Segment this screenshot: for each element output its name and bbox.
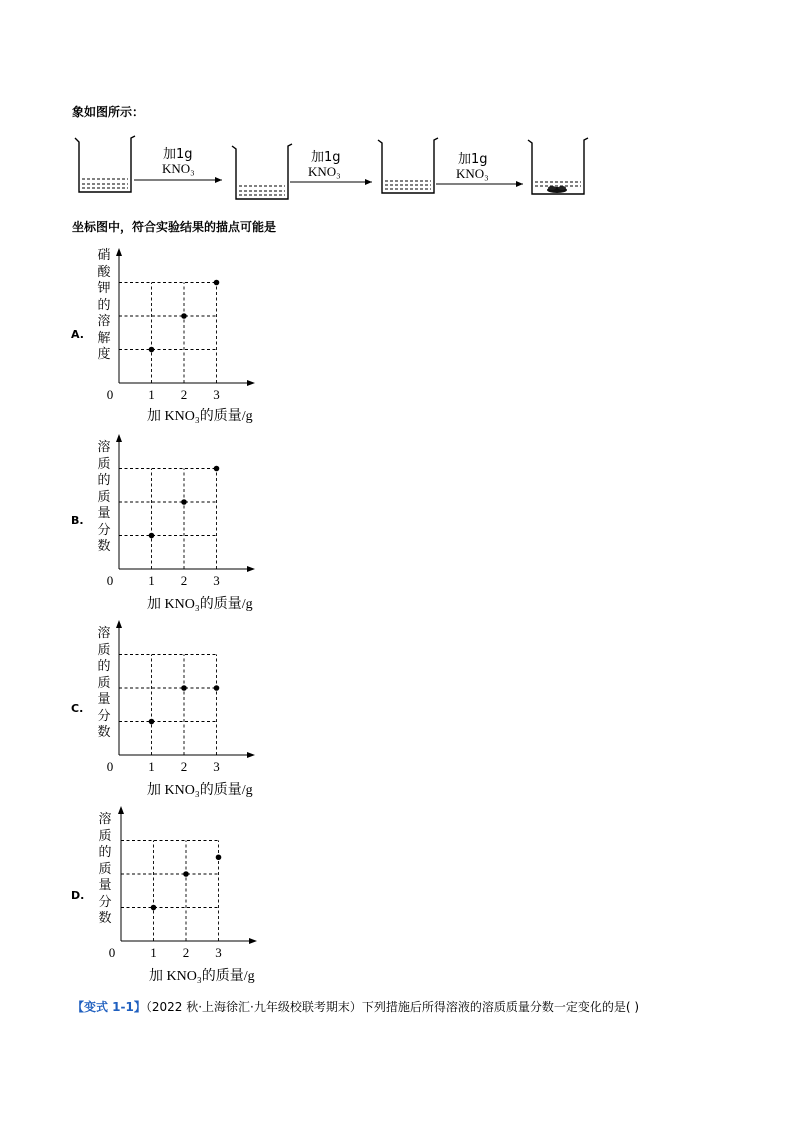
ylabel-char: 度	[97, 347, 111, 362]
ylabel-char: 质	[97, 489, 111, 505]
option-a-label: A.	[71, 328, 84, 341]
x-tick-label: 1	[148, 387, 155, 402]
ylabel-char: 分	[97, 708, 111, 724]
y-axis-arrow	[118, 806, 124, 814]
option-d-xlabel: 加 KNO₃的质量/g	[149, 969, 255, 984]
ylabel-char: 溶	[98, 812, 112, 827]
option-b-label: B.	[71, 514, 84, 527]
step-3-amount: 加1g	[458, 152, 488, 167]
option-d-ylabel	[97, 812, 113, 928]
x-tick-label: 3	[213, 573, 220, 588]
option-d-chart	[108, 804, 262, 964]
data-point	[216, 854, 222, 860]
ylabel-char: 数	[97, 539, 111, 554]
step-2-substance: KNO₃	[308, 164, 341, 179]
ylabel-char: 的	[97, 659, 111, 674]
ylabel-char: 溶	[97, 440, 111, 455]
data-point	[214, 466, 220, 472]
step-2-amount: 加1g	[311, 150, 341, 165]
ylabel-char: 分	[97, 522, 111, 538]
ylabel-char: 质	[97, 675, 111, 691]
step-1-substance: KNO₃	[162, 161, 195, 176]
option-d-label: D.	[71, 889, 85, 902]
x-tick-label: 2	[180, 573, 188, 588]
ylabel-char: 数	[97, 725, 111, 740]
beaker-3	[378, 138, 438, 193]
x-tick-label: 2	[180, 387, 188, 402]
data-point	[183, 871, 189, 877]
beaker-2	[232, 144, 292, 199]
ylabel-char: 的	[98, 845, 112, 860]
x-tick-label: 1	[148, 759, 155, 774]
x-tick-label: 0	[106, 573, 114, 588]
x-tick-label: 0	[106, 759, 114, 774]
footer-tag: 【变式 1-1】	[72, 1000, 146, 1014]
x-axis-arrow	[247, 752, 255, 758]
x-tick-label: 1	[150, 945, 157, 960]
step-3-substance: KNO₃	[456, 166, 489, 181]
step-1-amount: 加1g	[163, 147, 193, 162]
ylabel-char: 溶	[97, 626, 111, 641]
footer-text: （2022 秋·上海徐汇·九年级校联考期末）下列措施后所得溶液的溶质质量分数一定变化的是( )	[145, 1000, 640, 1014]
y-axis-arrow	[116, 620, 122, 628]
x-tick-label: 0	[106, 387, 114, 402]
option-c-chart	[106, 618, 260, 778]
data-point	[214, 685, 220, 691]
x-tick-label: 3	[215, 945, 222, 960]
data-point	[149, 347, 155, 353]
ylabel-char: 的	[97, 297, 111, 313]
ylabel-char: 硝	[97, 248, 111, 263]
x-tick-label: 0	[108, 945, 116, 960]
ylabel-char: 量	[97, 506, 111, 521]
beaker-4	[528, 138, 588, 194]
ylabel-char: 钾	[97, 281, 111, 296]
data-point	[151, 905, 157, 911]
x-tick-label: 2	[180, 759, 188, 774]
x-tick-label: 3	[213, 387, 220, 402]
data-point	[214, 280, 220, 286]
option-c-xlabel: 加 KNO₃的质量/g	[147, 783, 253, 798]
y-axis-arrow	[116, 434, 122, 442]
option-a-chart	[106, 246, 260, 406]
ylabel-char: 酸	[97, 264, 111, 280]
x-axis-arrow	[249, 938, 257, 944]
ylabel-char: 量	[98, 878, 112, 893]
footer-line	[72, 998, 639, 1015]
option-c-label: C.	[71, 702, 84, 715]
data-point	[149, 719, 155, 725]
y-axis-arrow	[116, 248, 122, 256]
intro-text: 象如图所示：	[72, 105, 145, 119]
x-tick-label: 3	[213, 759, 220, 774]
data-point	[149, 533, 155, 539]
ylabel-char: 解	[97, 330, 111, 346]
ylabel-char: 数	[98, 911, 112, 926]
ylabel-char: 量	[97, 692, 111, 707]
data-point	[181, 313, 187, 319]
option-b-chart	[106, 432, 260, 592]
x-axis-arrow	[247, 566, 255, 572]
x-tick-label: 1	[148, 573, 155, 588]
ylabel-char: 分	[98, 894, 112, 910]
x-tick-label: 2	[182, 945, 190, 960]
question-text: 坐标图中，符合实验结果的描点可能是	[72, 220, 277, 234]
data-point	[181, 499, 187, 505]
option-b-xlabel: 加 KNO₃的质量/g	[147, 597, 253, 612]
ylabel-char: 质	[98, 861, 112, 877]
ylabel-char: 质	[97, 642, 111, 658]
ylabel-char: 溶	[97, 314, 111, 329]
beaker-1	[75, 136, 135, 192]
experiment-diagram	[0, 0, 794, 210]
option-a-xlabel: 加 KNO₃的质量/g	[147, 409, 253, 424]
ylabel-char: 的	[97, 473, 111, 488]
ylabel-char: 质	[97, 456, 111, 472]
data-point	[181, 685, 187, 691]
x-axis-arrow	[247, 380, 255, 386]
ylabel-char: 质	[98, 828, 112, 844]
